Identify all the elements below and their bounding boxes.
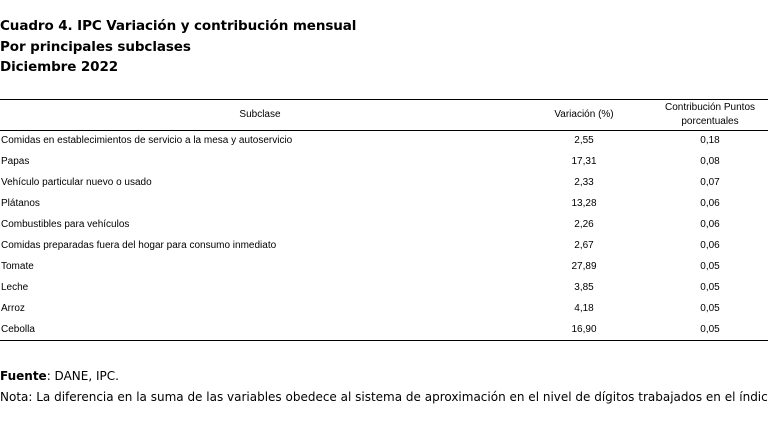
cell-variacion: 17,31 xyxy=(571,156,597,167)
table-notes xyxy=(0,366,768,407)
cell-variacion: 27,89 xyxy=(571,261,597,272)
table-row xyxy=(0,172,768,193)
cell-contribucion: 0,07 xyxy=(700,177,720,188)
cell-contribucion: 0,05 xyxy=(700,282,720,293)
cell-contribucion: 0,05 xyxy=(700,303,720,314)
table-row xyxy=(0,193,768,214)
source-label: Fuente xyxy=(0,369,47,383)
header-variacion: Variación (%) xyxy=(554,109,614,120)
table-row xyxy=(0,235,768,256)
cell-subclase: Papas xyxy=(1,156,30,167)
title-line-3: Diciembre 2022 xyxy=(0,59,119,75)
cell-variacion: 2,26 xyxy=(574,219,594,230)
cell-subclase: Arroz xyxy=(1,303,25,314)
cell-variacion: 3,85 xyxy=(574,282,594,293)
cell-contribucion: 0,05 xyxy=(700,324,720,335)
table-row xyxy=(0,214,768,235)
table-row xyxy=(0,319,768,340)
cell-variacion: 2,33 xyxy=(574,177,594,188)
title-line-1: Cuadro 4. IPC Variación y contribución mensual xyxy=(0,18,357,34)
document-title xyxy=(0,16,356,78)
cell-contribucion: 0,18 xyxy=(700,135,720,146)
cell-variacion: 13,28 xyxy=(571,198,597,209)
header-contribucion-line-2: porcentuales xyxy=(681,116,739,127)
cell-subclase: Comidas en establecimientos de servicio a la mesa y autoservicio xyxy=(1,135,293,146)
header-subclase: Subclase xyxy=(239,109,281,120)
table-bottom-rule xyxy=(0,340,768,341)
cell-subclase: Vehículo particular nuevo o usado xyxy=(1,177,152,188)
note-text: : La diferencia en la suma de las variables obedece al sistema de aproximación en el nivel de dígitos trabajados en el índic xyxy=(28,389,768,404)
table-row xyxy=(0,256,768,277)
table-row xyxy=(0,151,768,172)
source-text: : DANE, IPC. xyxy=(46,369,119,383)
method-note xyxy=(0,387,768,408)
cell-contribucion: 0,05 xyxy=(700,261,720,272)
cell-contribucion: 0,08 xyxy=(700,156,720,167)
cell-subclase: Plátanos xyxy=(1,198,40,209)
cell-variacion: 4,18 xyxy=(574,303,594,314)
cell-contribucion: 0,06 xyxy=(700,198,720,209)
cell-variacion: 2,67 xyxy=(574,240,594,251)
cell-subclase: Leche xyxy=(1,282,29,293)
cell-variacion: 2,55 xyxy=(574,135,594,146)
cell-subclase: Cebolla xyxy=(1,324,35,335)
cell-subclase: Combustibles para vehículos xyxy=(1,219,130,230)
header-contribucion-line-1: Contribución Puntos xyxy=(664,102,756,113)
table-row xyxy=(0,298,768,319)
cell-subclase: Comidas preparadas fuera del hogar para consumo inmediato xyxy=(1,240,277,251)
table-row xyxy=(0,130,768,151)
table-row xyxy=(0,277,768,298)
cell-subclase: Tomate xyxy=(1,261,34,272)
table-top-rule xyxy=(0,99,768,100)
source-note xyxy=(0,366,768,387)
title-line-2: Por principales subclases xyxy=(0,38,191,55)
note-label: Nota xyxy=(0,389,29,404)
header-contribucion xyxy=(652,101,768,129)
cell-contribucion: 0,06 xyxy=(700,240,720,251)
cell-contribucion: 0,06 xyxy=(700,219,720,230)
cell-variacion: 16,90 xyxy=(571,324,597,335)
